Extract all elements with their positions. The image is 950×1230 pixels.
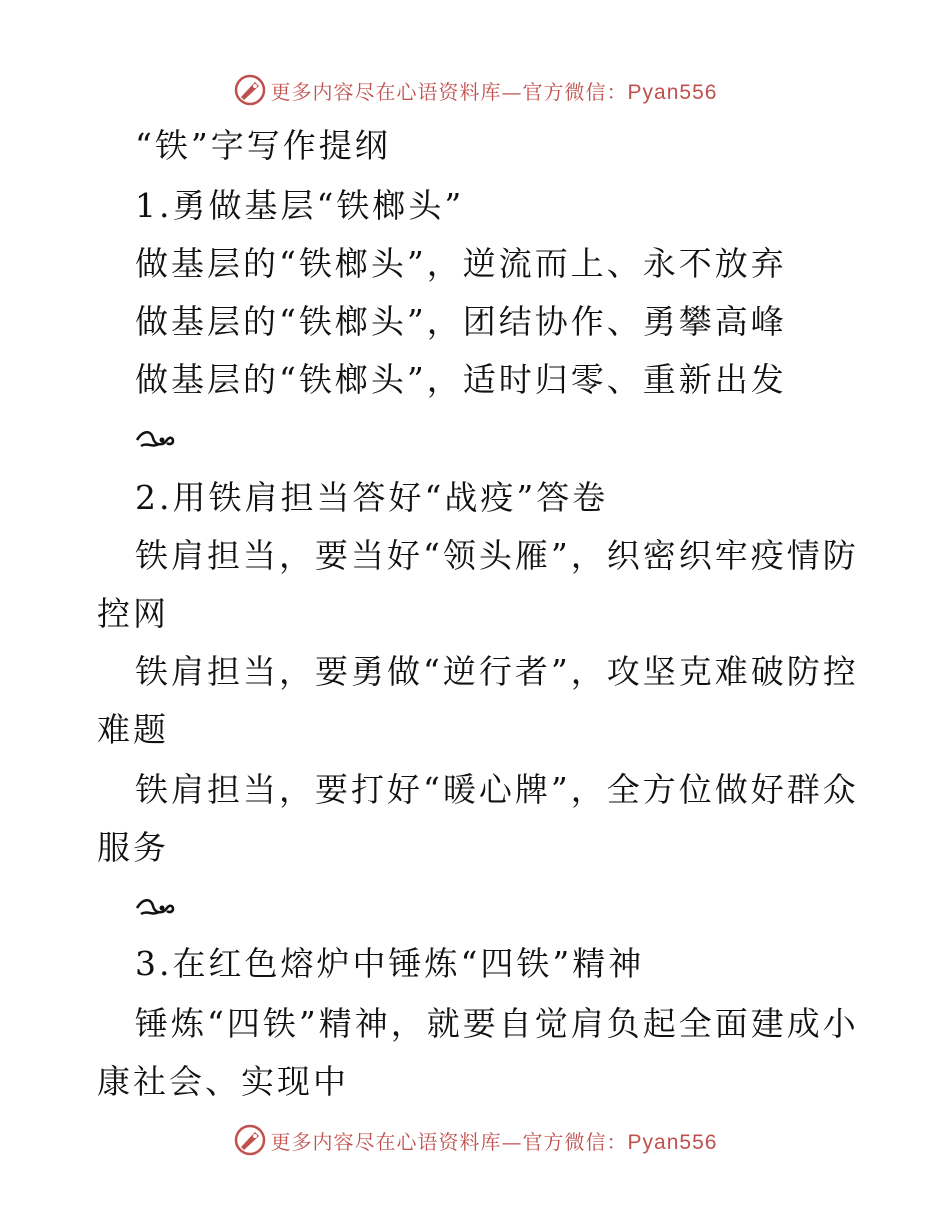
body-line: 做基层的“铁榔头”，逆流而上、永不放弃 xyxy=(135,244,787,283)
document-title: “铁”字写作提纲 xyxy=(135,126,391,165)
body-line: 控网 xyxy=(97,594,169,633)
body-line: 康社会、实现中 xyxy=(97,1062,349,1101)
pen-nib-logo-icon xyxy=(233,73,267,107)
body-line: 难题 xyxy=(97,710,169,749)
body-line: 服务 xyxy=(97,828,169,867)
header-banner xyxy=(0,70,950,110)
body-line: 铁肩担当，要勇做“逆行者”，攻坚克难破防控 xyxy=(135,652,859,691)
section-heading: 1.勇做基层“铁榔头” xyxy=(135,186,465,225)
body-line: 铁肩担当，要打好“暖心牌”，全方位做好群众 xyxy=(135,770,859,809)
scroll-ornament-icon xyxy=(135,428,175,452)
body-line: 铁肩担当，要当好“领头雁”，织密织牢疫情防 xyxy=(135,536,859,575)
footer-banner xyxy=(0,1120,950,1160)
banner-text: 更多内容尽在心语资料库—官方微信：Pyan556 xyxy=(270,1129,718,1154)
body-line: 做基层的“铁榔头”，适时归零、重新出发 xyxy=(135,360,787,399)
section-heading: 3.在红色熔炉中锤炼“四铁”精神 xyxy=(135,944,645,983)
body-line: 锤炼“四铁”精神，就要自觉肩负起全面建成小 xyxy=(135,1004,859,1043)
banner-text: 更多内容尽在心语资料库—官方微信：Pyan556 xyxy=(270,79,718,104)
scroll-ornament-icon xyxy=(135,896,175,920)
section-heading: 2.用铁肩担当答好“战疫”答卷 xyxy=(135,478,609,517)
pen-nib-logo-icon xyxy=(233,1123,267,1157)
body-line: 做基层的“铁榔头”，团结协作、勇攀高峰 xyxy=(135,302,787,341)
